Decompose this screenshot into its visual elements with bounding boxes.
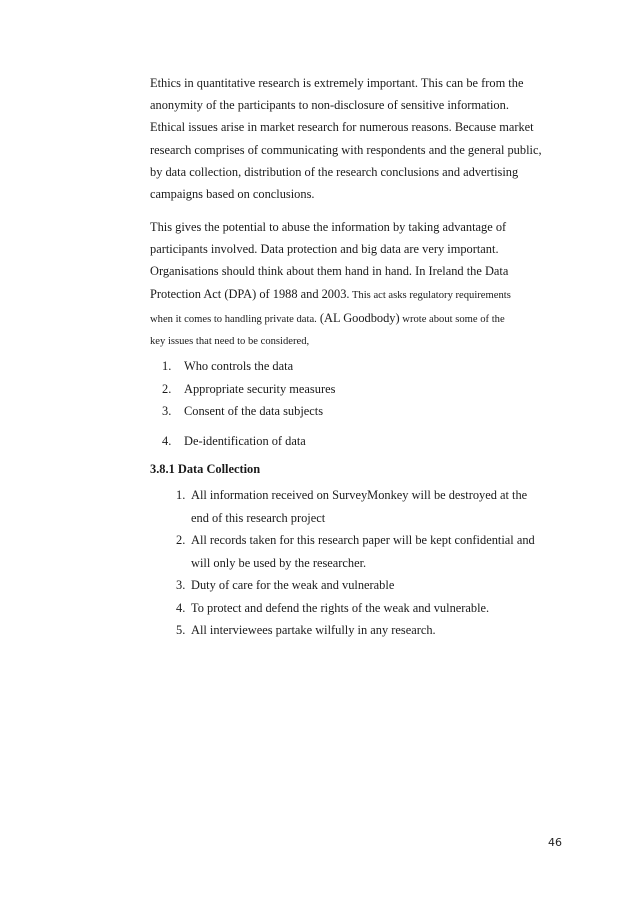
wrote-about-text: wrote about some of the — [399, 313, 505, 325]
list-text: De-identification of data — [184, 434, 306, 448]
list-text: Appropriate security measures — [184, 382, 336, 396]
list-item — [162, 404, 323, 419]
private-data-text: when it comes to handling private data. — [150, 313, 317, 325]
list-number: 2. — [162, 382, 172, 396]
list-item — [176, 529, 535, 574]
paragraph-line: Organisations should think about them hand in hand. In Ireland the Data — [150, 264, 509, 279]
list-number: 3. — [176, 578, 186, 592]
list-item — [176, 574, 394, 597]
paragraph-line: campaigns based on conclusions. — [150, 187, 315, 202]
list-number: 5. — [176, 623, 186, 637]
paragraph-line: anonymity of the participants to non-disclosure of sensitive information. — [150, 98, 509, 113]
regulatory-text: This act asks regulatory requirements — [349, 289, 511, 301]
list-text: All interviewees partake wilfully in any research. — [191, 623, 436, 637]
list-number: 1. — [162, 359, 172, 373]
paragraph-line: participants involved. Data protection and big data are very important. — [150, 242, 499, 257]
list-text: Consent of the data subjects — [184, 404, 324, 418]
paragraph-line: This gives the potential to abuse the information by taking advantage of — [150, 220, 507, 234]
paragraph-data-protection — [150, 216, 580, 353]
list-item — [162, 359, 293, 374]
list-item — [162, 382, 335, 397]
paragraph-line: Ethical issues arise in market research for numerous reasons. Because market — [150, 120, 534, 135]
list-item — [176, 619, 436, 642]
list-number: 4. — [162, 434, 172, 448]
list-item — [176, 484, 527, 529]
list-item — [176, 597, 489, 620]
list-text: Who controls the data — [184, 359, 294, 373]
section-heading: 3.8.1 Data Collection — [150, 462, 261, 476]
paragraph-line: by data collection, distribution of the research conclusions and advertising — [150, 164, 519, 179]
paragraph-line — [150, 307, 580, 331]
list-text-continued: will only be used by the researcher. — [191, 555, 367, 570]
list-number: 2. — [176, 533, 186, 547]
list-number: 3. — [162, 404, 172, 418]
paragraph-line — [150, 283, 580, 307]
dpa-text: Protection Act (DPA) of 1988 and 2003. — [150, 286, 350, 301]
list-item — [162, 434, 306, 449]
list-number: 1. — [176, 488, 186, 502]
page-number: 46 — [548, 836, 562, 849]
paragraph-line: Ethics in quantitative research is extremely important. This can be from the — [150, 76, 524, 90]
list-text: All records taken for this research paper will be kept confidential and — [191, 533, 535, 547]
paragraph-ethics — [150, 72, 580, 205]
list-text: All information received on SurveyMonkey will be destroyed at the — [191, 488, 528, 502]
paragraph-line: key issues that need to be considered, — [150, 336, 310, 348]
list-text: Duty of care for the weak and vulnerable — [191, 578, 395, 592]
paragraph-line: research comprises of communicating with respondents and the general public, — [150, 142, 542, 157]
citation-text: (AL Goodbody) — [316, 310, 400, 325]
list-number: 4. — [176, 601, 186, 615]
list-text: To protect and defend the rights of the weak and vulnerable. — [191, 601, 490, 615]
list-text-continued: end of this research project — [191, 510, 326, 525]
